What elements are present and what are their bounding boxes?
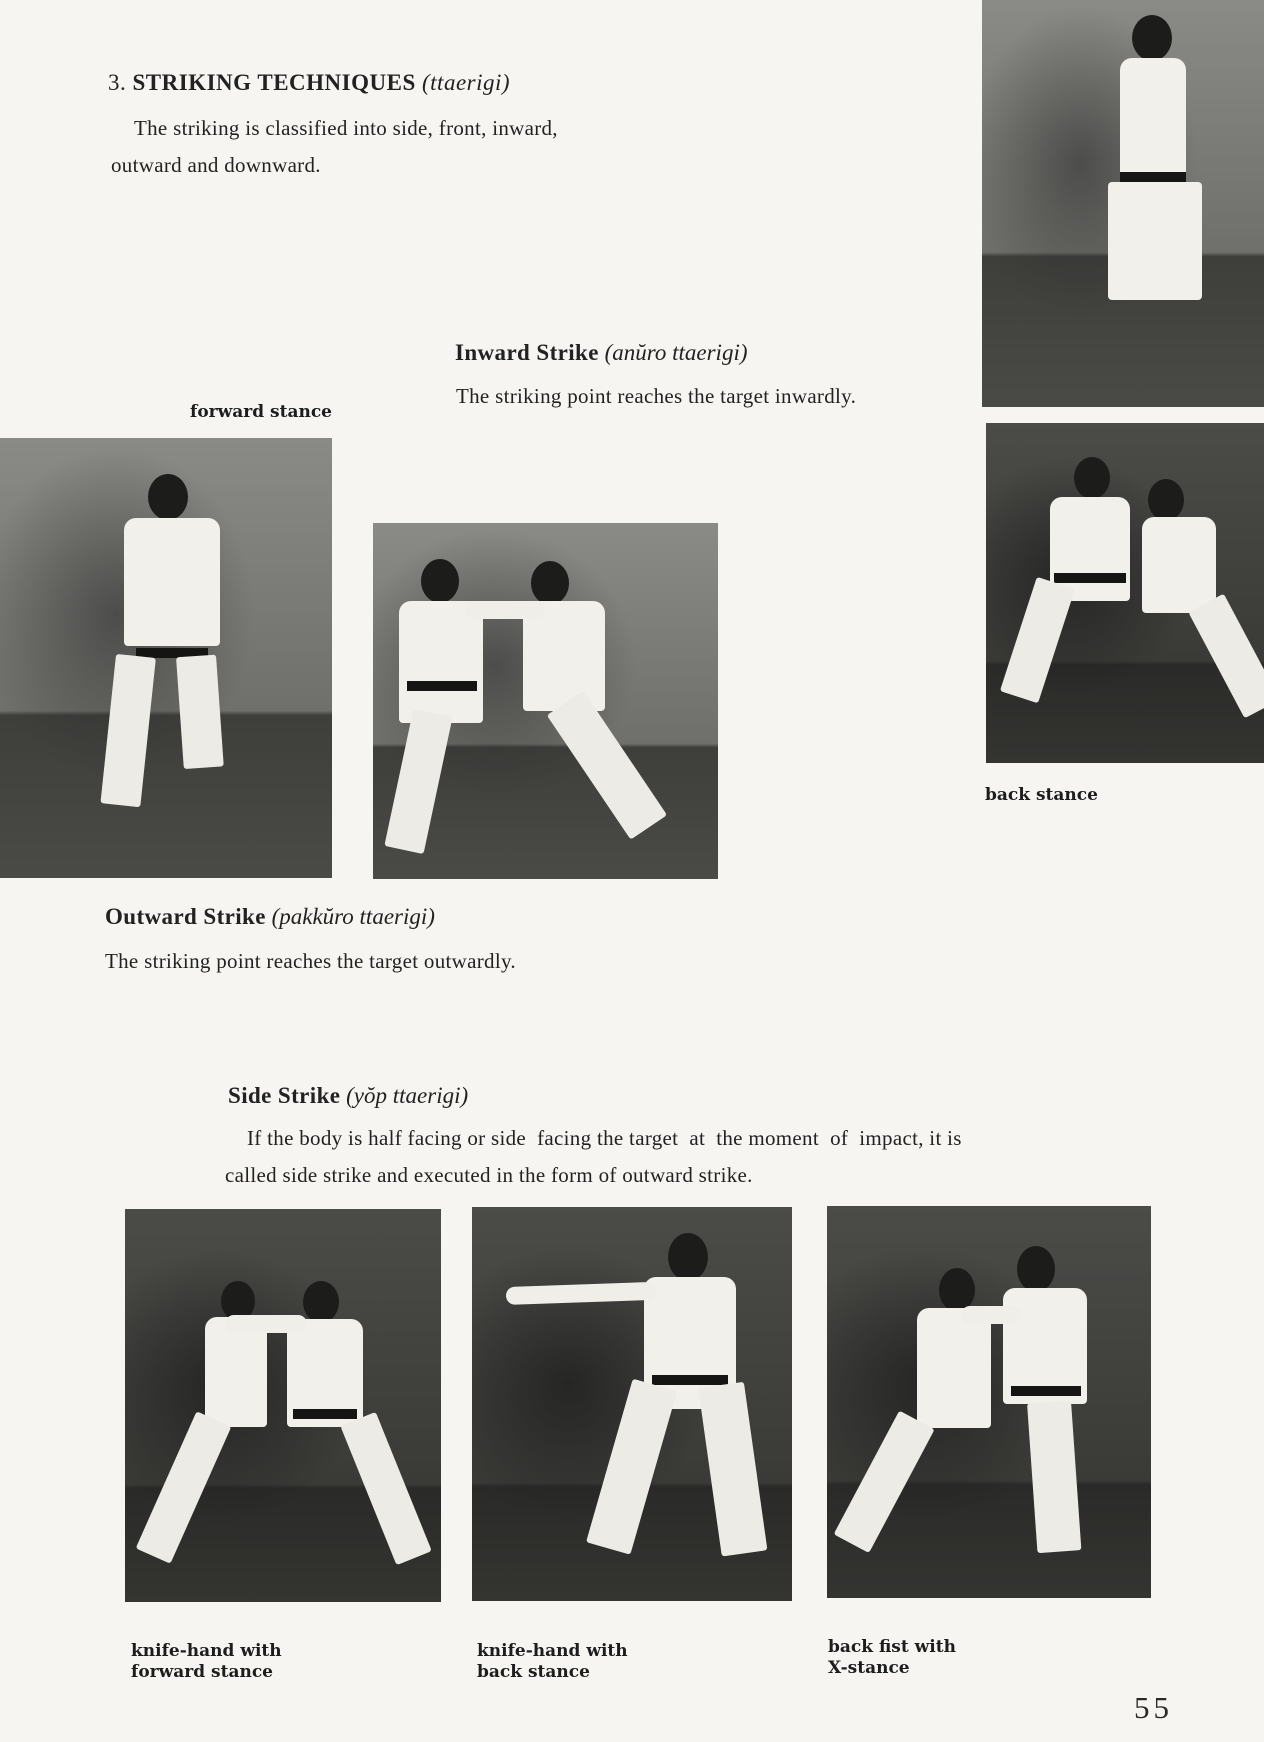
side-strike-title: Side Strike (228, 1083, 341, 1108)
section-title: STRIKING TECHNIQUES (132, 70, 416, 95)
figure-torso (124, 518, 220, 646)
figure-leg (384, 709, 452, 854)
side-strike-line-2: called side strike and executed in the form of outward strike. (225, 1163, 753, 1187)
inward-strike-description: The striking point reaches the target inwardly. (456, 384, 857, 408)
caption-back-stance: back stance (985, 785, 1098, 805)
caption-line-2: back stance (477, 1662, 590, 1682)
photo-forward-stance (0, 438, 332, 878)
caption-knife-hand-forward-stance (131, 1641, 282, 1683)
caption-line-1: back fist with (828, 1637, 956, 1657)
figure-belt (1054, 573, 1126, 583)
intro-line-1: The striking is classified into side, front, inward, (134, 116, 558, 140)
side-strike-description (225, 1120, 1150, 1194)
section-number: 3. (108, 70, 127, 95)
inward-strike-term: (anŭro ttaerigi) (604, 340, 748, 365)
figure-belt (293, 1409, 357, 1419)
figure-belt (407, 681, 477, 691)
figure-pants (1108, 182, 1202, 300)
photo-knife-hand-back-stance (472, 1207, 792, 1601)
photo-back-stance (986, 423, 1264, 763)
section-term: (ttaerigi) (422, 70, 511, 95)
inward-strike-title: Inward Strike (455, 340, 599, 365)
figure-leg (100, 654, 155, 807)
caption-line-2: forward stance (131, 1662, 273, 1682)
caption-line-2: X-stance (828, 1658, 910, 1678)
figure-head (668, 1233, 708, 1281)
figure-head (303, 1281, 339, 1323)
photo-back-fist-x-stance (827, 1206, 1151, 1598)
figure-torso (1142, 517, 1216, 613)
figure-arm (506, 1282, 657, 1305)
figure-arm (225, 1315, 307, 1333)
figure-belt (1120, 172, 1186, 182)
caption-back-fist-x-stance (828, 1637, 956, 1679)
figure-leg (1027, 1400, 1081, 1553)
figure-head (531, 561, 569, 605)
figure-leg (698, 1382, 767, 1557)
figure-arm (961, 1306, 1021, 1324)
figure-leg (1000, 577, 1075, 703)
side-strike-term: (yŏp ttaerigi) (346, 1083, 469, 1108)
figure-head (1132, 15, 1172, 61)
caption-line-1: knife-hand with (131, 1641, 282, 1661)
figure-leg (1188, 594, 1264, 719)
photo-knife-hand-forward-stance (125, 1209, 441, 1602)
figure-torso (399, 601, 483, 723)
figure-head (148, 474, 188, 520)
photo-inward-strike (373, 523, 718, 879)
figure-leg (136, 1411, 232, 1563)
figure-torso (917, 1308, 991, 1428)
outward-strike-title: Outward Strike (105, 904, 266, 929)
figure-leg (176, 655, 224, 770)
caption-forward-stance: forward stance (190, 402, 332, 422)
figure-leg (340, 1412, 431, 1565)
caption-line-1: knife-hand with (477, 1641, 628, 1661)
figure-leg (547, 691, 667, 840)
outward-strike-heading (105, 904, 435, 930)
section-intro (111, 110, 711, 184)
figure-head (1017, 1246, 1055, 1292)
figure-head (1148, 479, 1184, 521)
figure-torso (1120, 58, 1186, 176)
figure-leg (834, 1411, 935, 1553)
side-strike-line-1: If the body is half facing or side facing the target at the moment of impact, it is (247, 1126, 962, 1150)
figure-head (1074, 457, 1110, 499)
intro-line-2: outward and downward. (111, 153, 321, 177)
section-heading (108, 70, 510, 96)
figure-belt (1011, 1386, 1081, 1396)
figure-arm (465, 601, 545, 619)
caption-knife-hand-back-stance (477, 1641, 628, 1683)
page-number: 55 (1134, 1690, 1173, 1725)
figure-leg (586, 1379, 677, 1555)
figure-torso (205, 1317, 267, 1427)
photo-top-right (982, 0, 1264, 407)
figure-head (421, 559, 459, 603)
outward-strike-term: (pakkŭro ttaerigi) (271, 904, 435, 929)
outward-strike-description: The striking point reaches the target outwardly. (105, 949, 516, 973)
inward-strike-heading (455, 340, 748, 366)
figure-belt (652, 1375, 728, 1385)
side-strike-heading (228, 1083, 468, 1109)
